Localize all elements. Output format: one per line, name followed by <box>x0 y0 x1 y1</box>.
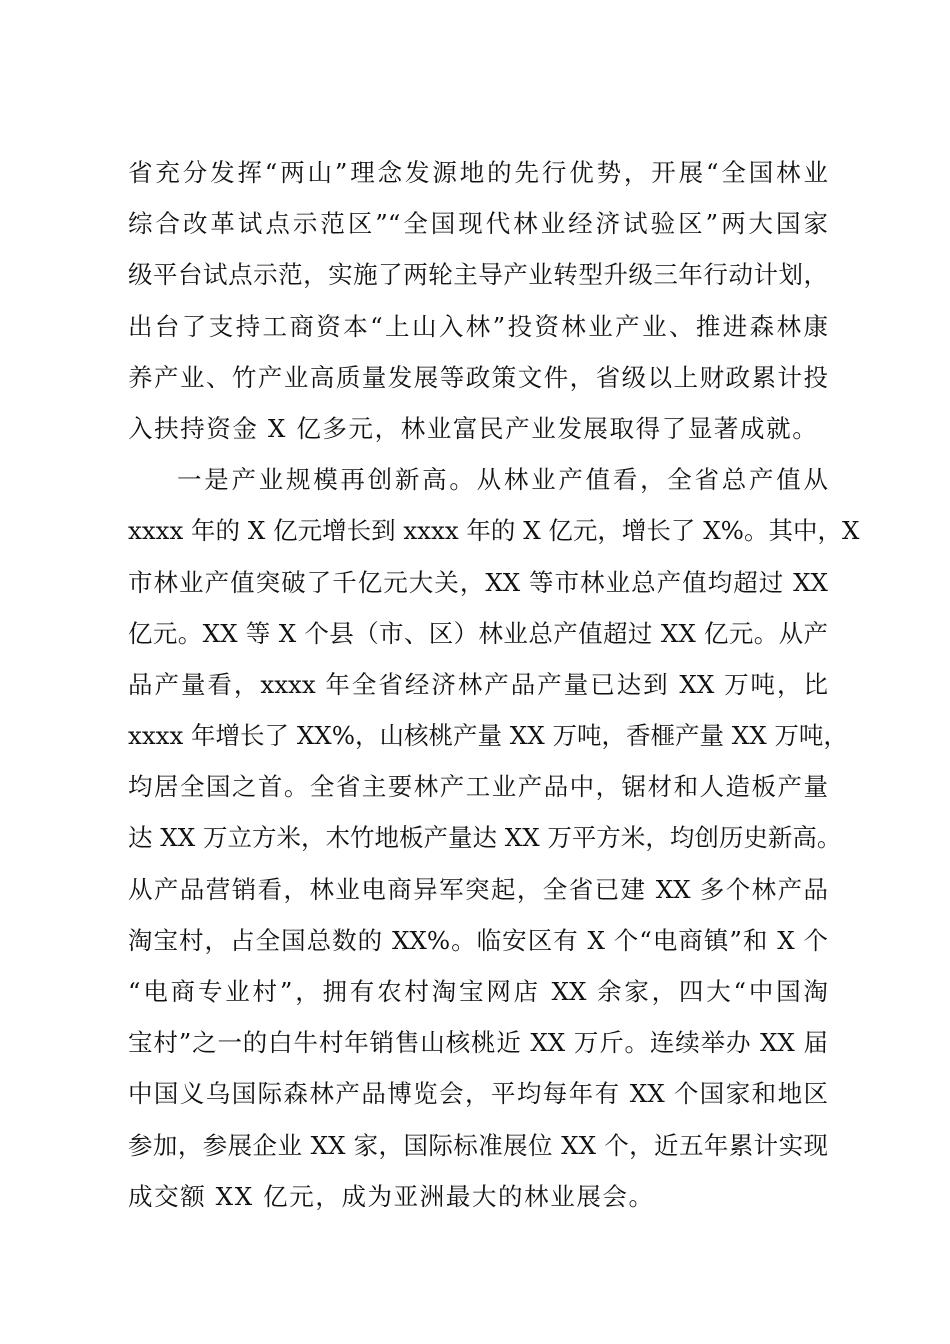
text-line: 级平台试点示范，实施了两轮主导产业转型升级三年行动计划， <box>128 260 828 290</box>
text-line: 淘宝村，占全国总数的 XX%。临安区有 X 个“电商镇”和 X 个 <box>128 925 828 955</box>
text-line: 市林业产值突破了千亿元大关，XX 等市林业总产值均超过 XX <box>128 567 828 597</box>
text-line: 养产业、竹产业高质量发展等政策文件，省级以上财政累计投 <box>128 362 828 392</box>
text-line: 一是产业规模再创新高。从林业产值看，全省总产值从 <box>177 465 828 495</box>
text-line: 宝村”之一的白牛村年销售山核桃近 XX 万斤。连续举办 XX 届 <box>128 1028 828 1058</box>
text-line: 入扶持资金 X 亿多元，林业富民产业发展取得了显著成就。 <box>128 413 819 443</box>
text-line: “电商专业村”，拥有农村淘宝网店 XX 余家，四大“中国淘 <box>128 977 828 1006</box>
text-line: 综合改革试点示范区”“全国现代林业经济试验区”两大国家 <box>128 209 828 239</box>
paragraph-2 <box>128 459 860 1227</box>
text-line: 中国义乌国际森林产品博览会，平均每年有 XX 个国家和地区 <box>128 1079 828 1109</box>
text-line: 品产量看，xxxx 年全省经济林产品产量已达到 XX 万吨，比 <box>128 669 828 699</box>
text-line: xxxx 年增长了 XX%，山核桃产量 XX 万吨，香榧产量 XX 万吨， <box>128 721 848 751</box>
text-line: 出台了支持工商资本“上山入林”投资林业产业、推进森林康 <box>128 311 828 341</box>
paragraph-1 <box>128 152 828 459</box>
text-line: 成交额 XX 亿元，成为亚洲最大的林业展会。 <box>128 1181 655 1211</box>
document-body <box>128 152 860 1227</box>
text-line: 亿元。XX 等 X 个县（市、区）林业总产值超过 XX 亿元。从产 <box>128 618 828 648</box>
text-line: 省充分发挥“两山”理念发源地的先行优势，开展“全国林业 <box>128 158 828 187</box>
text-line: 参加，参展企业 XX 家，国际标准展位 XX 个，近五年累计实现 <box>128 1130 828 1160</box>
text-line: xxxx 年的 X 亿元增长到 xxxx 年的 X 亿元，增长了 X%。其中，X <box>128 516 860 546</box>
text-line: 达 XX 万立方米，木竹地板产量达 XX 万平方米，均创历史新高。 <box>128 823 842 853</box>
text-line: 从产品营销看，林业电商异军突起，全省已建 XX 多个林产品 <box>128 874 828 904</box>
text-line: 均居全国之首。全省主要林产工业产品中，锯材和人造板产量 <box>128 772 828 802</box>
